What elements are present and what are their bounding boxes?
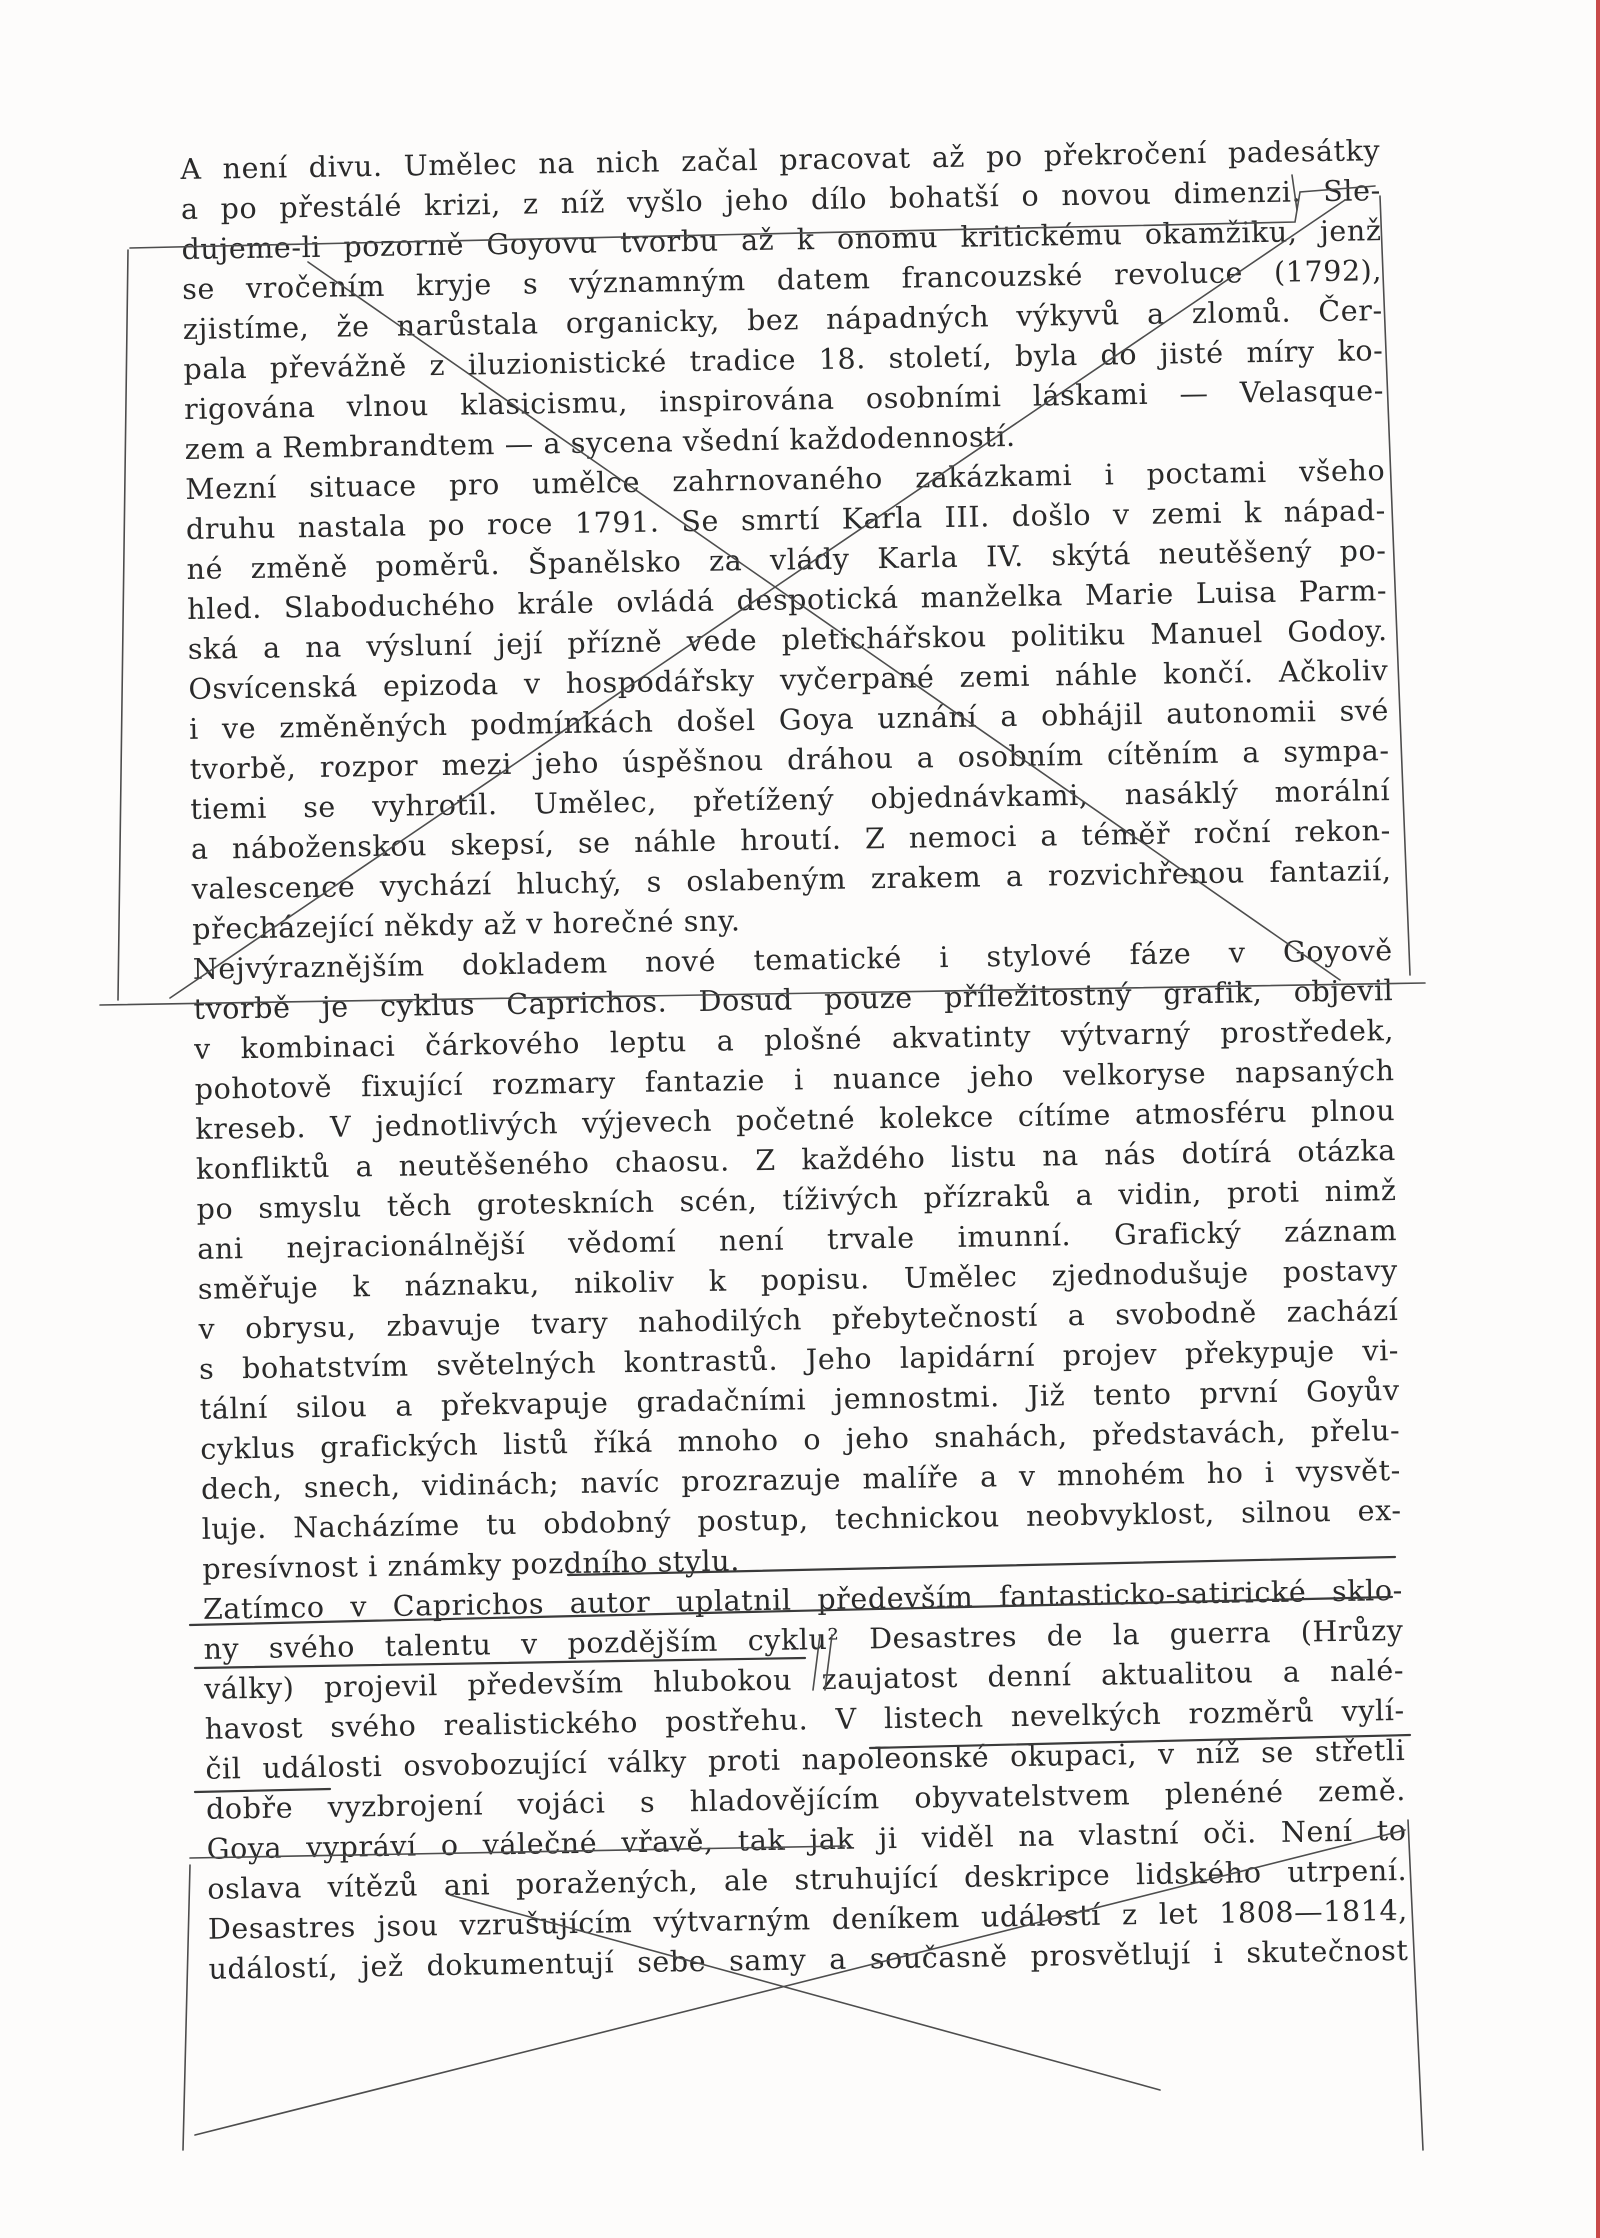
text-line: v kombinaci čárkového leptu a plošné akvatinty výtvarný prostředek, xyxy=(193,1014,1395,1066)
text-line: pala převážně z iluzionistické tradice 18. století, byla do jisté míry ko- xyxy=(183,334,1384,386)
text-line: kreseb. V jednotlivých výjevech početné kolekce cítíme atmosféru plnou xyxy=(195,1094,1396,1146)
text-line: a náboženskou skepsí, se náhle hroutí. Z nemoci a téměř roční rekon- xyxy=(190,814,1392,866)
text-line: tvorbě, rozpor mezi jeho úspěšnou dráhou a osobním cítěním a sympa- xyxy=(189,734,1390,786)
text-line: dujeme-li pozorně Goyovu tvorbu až k onomu kritickému okamžiku, jenž xyxy=(181,214,1382,266)
text-line: zjistíme, že narůstala organicky, bez nápadných výkyvů a zlomů. Čer- xyxy=(182,294,1383,346)
text-line: Goya vypráví o válečné vřavě, tak jak ji viděl na vlastní oči. Není to xyxy=(206,1813,1407,1866)
text-line: a po přestálé krizi, z níž vyšlo jeho dílo bohatší o novou dimenzi. Sle- xyxy=(180,174,1382,226)
text-line: ny svého talentu v pozdějším cyklu² Desastres de la guerra (Hrůzy xyxy=(203,1613,1404,1666)
text-line: tvorbě je cyklus Caprichos. Dosud pouze příležitostný grafik, objevil xyxy=(193,974,1394,1026)
text-line: po smyslu těch groteskních scén, tíživých přízraků a vidin, proti nimž xyxy=(196,1174,1397,1226)
page-edge xyxy=(1596,0,1600,2238)
text-line: událostí, jež dokumentují sebe samy a současně prosvětlují i skutečnost xyxy=(208,1933,1409,1986)
text-line: dech, snech, vidinách; navíc prozrazuje malíře a v mnohém ho i vysvět- xyxy=(200,1453,1402,1506)
text-line: dobře vyzbrojení vojáci s hladovějícím obyvatelstvem plenéné země. xyxy=(205,1773,1407,1826)
text-line: Desastres jsou vzrušujícím výtvarným deníkem událostí z let 1808—1814, xyxy=(207,1893,1409,1946)
text-line: hled. Slaboduchého krále ovládá despotická manželka Marie Luisa Parm- xyxy=(186,574,1388,626)
text-line: druhu nastala po roce 1791. Se smrtí Karla III. došlo v zemi k nápad- xyxy=(185,494,1387,546)
text-line: přecházející někdy až v horečné sny. xyxy=(191,904,741,946)
text-line: pohotově fixující rozmary fantazie i nuance jeho velkoryse napsaných xyxy=(194,1054,1395,1106)
text-line: ská a na výsluní její přízně vede pletichářskou politiku Manuel Godoy. xyxy=(187,614,1388,666)
text-line: i ve změněných podmínkách došel Goya uznání a obhájil autonomii své xyxy=(188,694,1390,746)
lower-bracket-left xyxy=(183,1865,190,2150)
text-line: Mezní situace pro umělce zahrnovaného zakázkami i poctami všeho xyxy=(185,454,1386,506)
lower-bracket-right xyxy=(1408,1820,1423,2150)
text-line: směřuje k náznaku, nikoliv k popisu. Umělec zjednodušuje postavy xyxy=(197,1254,1399,1306)
text-line: války) projevil především hlubokou zaujatost denní aktualitou a nalé- xyxy=(203,1653,1405,1706)
text-line: čil události osvobozující války proti napoleonské okupaci, v níž se střetli xyxy=(205,1733,1406,1786)
text-line: né změně poměrů. Španělsko za vlády Karla IV. skýtá neutěšený po- xyxy=(186,534,1387,586)
text-line: luje. Nacházíme tu obdobný postup, technickou neobvyklost, silnou ex- xyxy=(201,1493,1402,1546)
text-line: presívnost i známky pozdního stylu. xyxy=(202,1544,741,1586)
text-line: v obrysu, zbavuje tvary nahodilých přebytečností a svobodně zachází xyxy=(198,1294,1399,1346)
text-line: s bohatstvím světelných kontrastů. Jeho lapidární projev překypuje vi- xyxy=(198,1334,1400,1386)
text-line: ani nejracionálnější vědomí není trvale imunní. Grafický záznam xyxy=(197,1214,1398,1266)
text-line: Zatímco v Caprichos autor uplatnil především fantasticko-satirické sklo- xyxy=(202,1573,1404,1626)
text-line: tální silou a překvapuje gradačními jemnostmi. Již tento první Goyův xyxy=(199,1373,1400,1426)
upper-bracket-left xyxy=(118,250,128,1000)
text-line: A není divu. Umělec na nich začal pracovat až po překročení padesátky xyxy=(180,134,1381,186)
text-line: konfliktů a neutěšeného chaosu. Z každého listu na nás dotírá otázka xyxy=(195,1134,1397,1186)
text-line: Osvícenská epizoda v hospodářsky vyčerpané zemi náhle končí. Ačkoliv xyxy=(188,654,1389,706)
text-line: Nejvýraznějším dokladem nové tematické i stylové fáze v Goyově xyxy=(192,934,1393,986)
document-text xyxy=(180,131,1409,1990)
text-line: zem a Rembrandtem — a sycena všední každodenností. xyxy=(184,419,1016,466)
text-line: havost svého realistického postřehu. V listech nevelkých rozměrů vylí- xyxy=(204,1693,1405,1746)
text-line: oslava vítězů ani poražených, ale struhující deskripce lidského utrpení. xyxy=(207,1853,1408,1906)
text-line: tiemi se vyhrotil. Umělec, přetížený objednávkami, nasáklý morální xyxy=(190,774,1391,826)
text-line: cyklus grafických listů říká mnoho o jeho snahách, představách, přelu- xyxy=(200,1413,1401,1466)
text-line: rigována vlnou klasicismu, inspirována osobními láskami — Velasque- xyxy=(183,374,1385,426)
text-line: se vročením kryje s významným datem francouzské revoluce (1792), xyxy=(181,254,1383,306)
text-line: valescence vychází hluchý, s oslabeným zrakem a rozvichřenou fantazií, xyxy=(191,854,1392,906)
